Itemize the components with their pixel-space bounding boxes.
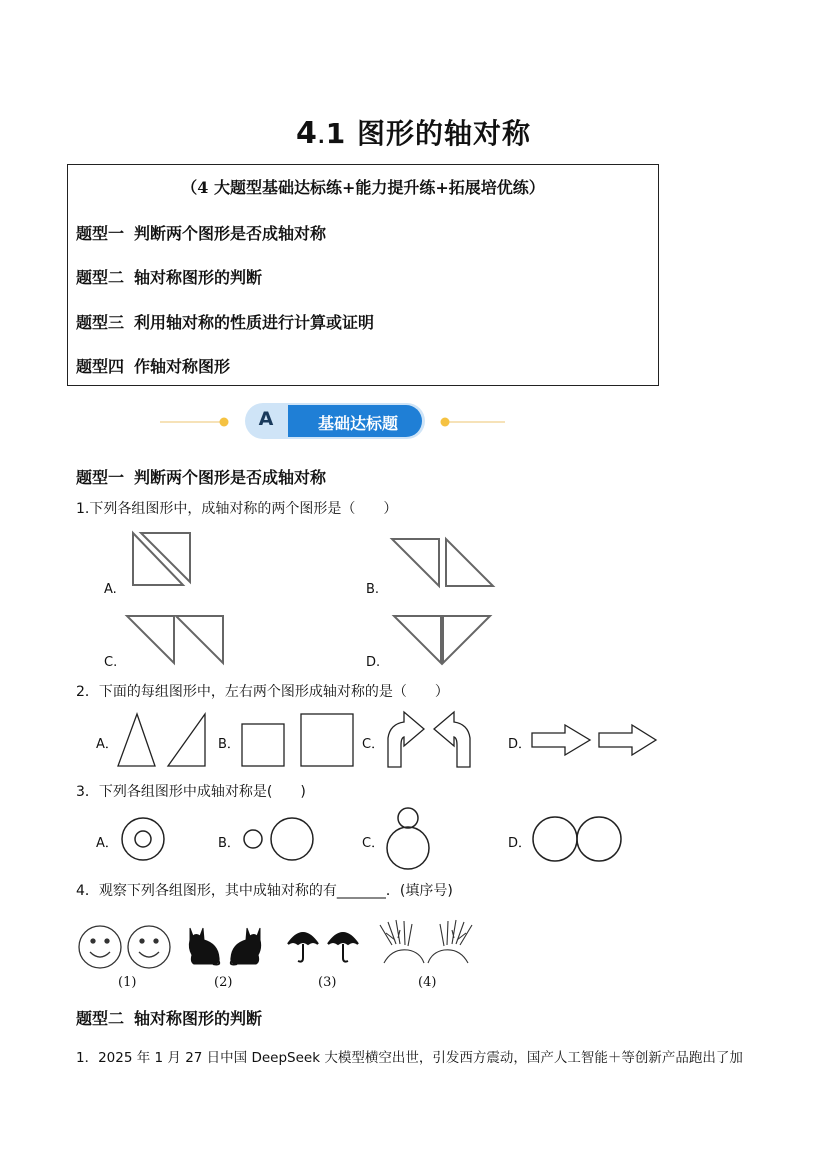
question-1-text: 1.下列各组图形中，成轴对称的两个图形是（ ） (76, 501, 398, 517)
q1-option-a-figure (133, 533, 190, 585)
q3-option-d-label: D． (508, 836, 532, 851)
section-heading-2: 题型二 轴对称图形的判断 (76, 1009, 263, 1028)
question-3-text: 3．下列各组图形中成轴对称是( ) (76, 784, 306, 800)
banner-text: 基础达标题 (317, 414, 398, 433)
banner-letter: A (258, 408, 274, 430)
type-item-2: 题型二 轴对称图形的判断 (76, 268, 263, 287)
q4-figure-2-cats (189, 928, 260, 965)
type-item-1: 题型一 判断两个图形是否成轴对称 (76, 224, 327, 243)
q2-option-d-figure (532, 725, 656, 755)
q1-option-d-label: D. (366, 655, 381, 670)
q2-option-b-figure (242, 714, 353, 766)
question-5-text: 1．2025 年 1 月 27 日中国 DeepSeek 大模型横空出世，引发西方震动，国产人工智能＋等创新产品跑出了加 (76, 1050, 743, 1066)
q1-option-b-figure (392, 539, 493, 586)
q2-option-b-label: B． (218, 737, 240, 752)
q4-figure-1-smileys (79, 926, 170, 968)
q4-caption-2: (2) (214, 975, 233, 990)
q3-option-b-label: B． (218, 836, 240, 851)
q1-option-c-label: C. (104, 655, 118, 670)
page-title: 4.1 图形的轴对称 (296, 116, 531, 151)
q4-caption-3: (3) (318, 975, 337, 990)
q3-option-d-figure (533, 817, 621, 861)
q3-option-b-figure (244, 818, 313, 860)
q2-option-c-label: C． (362, 737, 385, 752)
question-2-text: 2．下面的每组图形中，左右两个图形成轴对称的是（ ） (76, 684, 449, 700)
q1-option-d-figure (394, 616, 490, 663)
summary-subtitle: （4 大题型基础达标练+能力提升练+拓展培优练） (181, 178, 545, 197)
q4-caption-4: (4) (418, 975, 437, 990)
q2-option-d-label: D． (508, 737, 532, 752)
q4-figure-3-umbrellas (288, 933, 358, 962)
q3-option-c-figure (387, 808, 429, 869)
q1-option-a-label: A. (104, 582, 117, 597)
type-item-4: 题型四 作轴对称图形 (76, 357, 231, 376)
type-item-3: 题型三 利用轴对称的性质进行计算或证明 (76, 313, 375, 332)
q4-figure-4-heads (380, 920, 472, 963)
section-heading-1: 题型一 判断两个图形是否成轴对称 (76, 468, 327, 487)
q1-option-b-label: B. (366, 582, 380, 597)
q2-option-c-figure (388, 712, 470, 767)
q4-caption-1: (1) (118, 975, 137, 990)
question-4-text: 4．观察下列各组图形，其中成轴对称的有_______．(填序号) (76, 883, 453, 899)
q3-option-a-figure (122, 818, 164, 860)
q2-option-a-figure (118, 714, 205, 766)
q3-option-c-label: C． (362, 836, 385, 851)
q1-option-c-figure (127, 616, 223, 663)
q3-option-a-label: A． (96, 836, 118, 851)
q2-option-a-label: A． (96, 737, 118, 752)
